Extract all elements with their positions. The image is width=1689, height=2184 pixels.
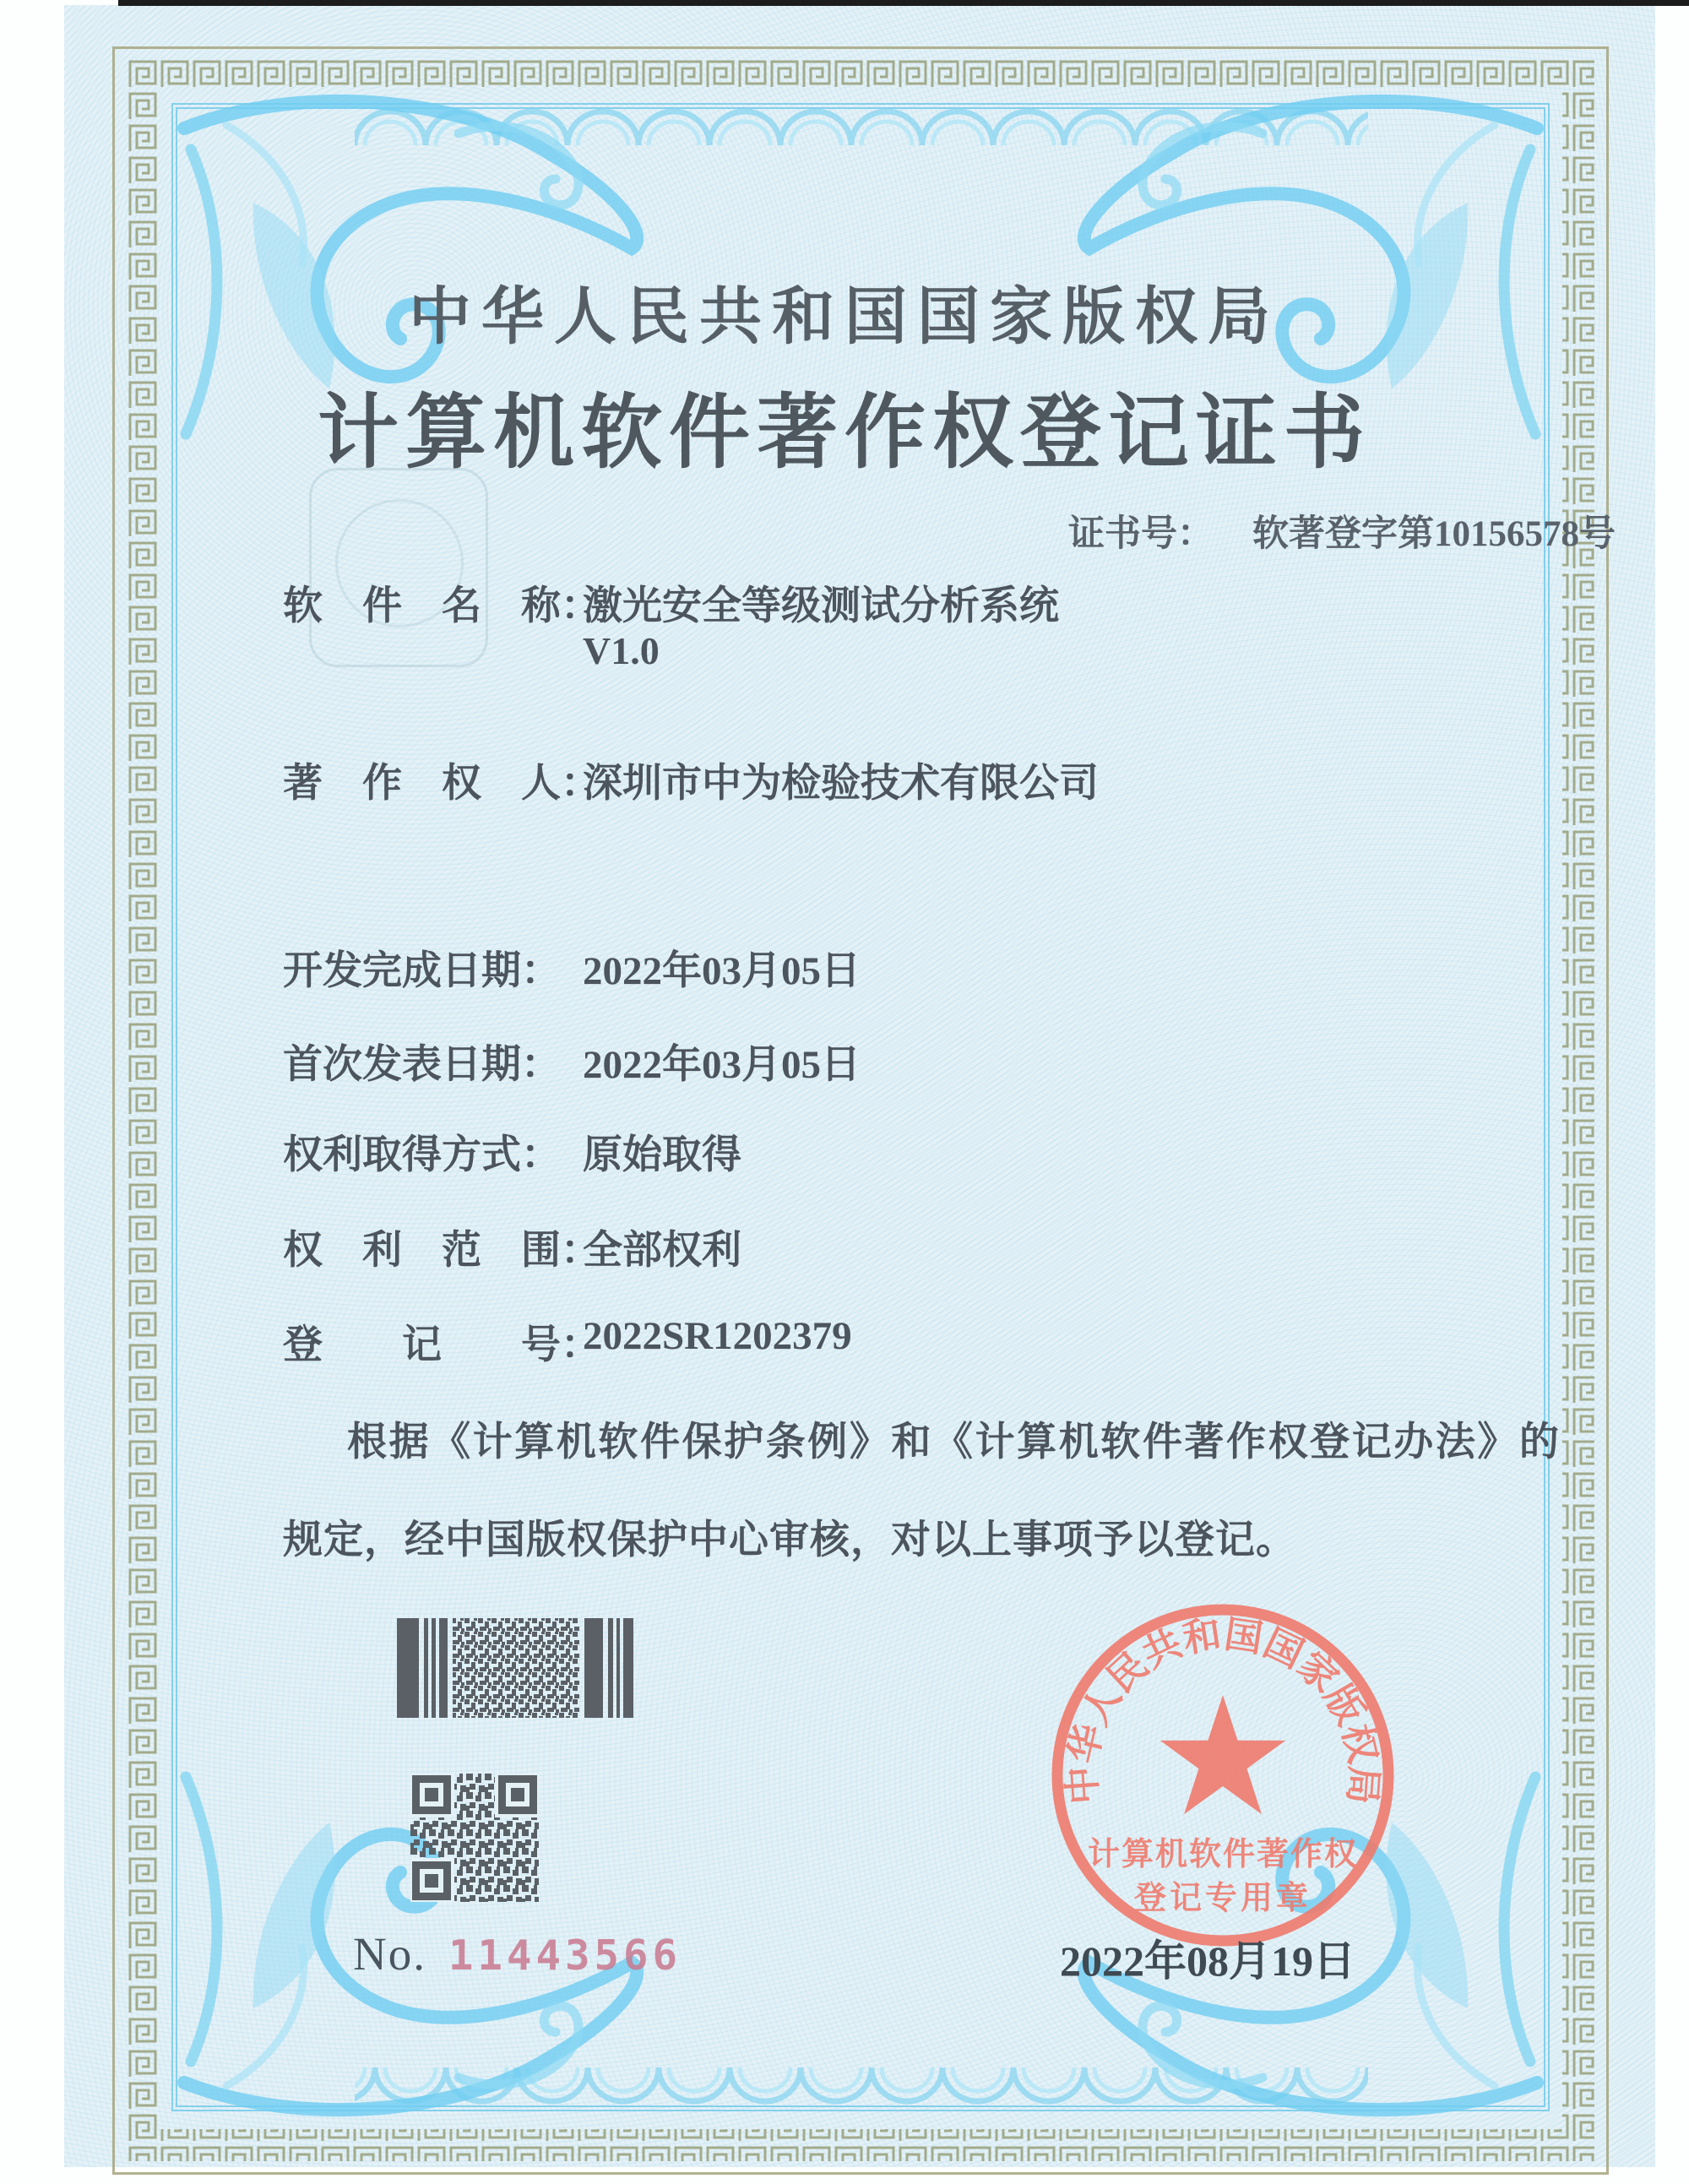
seal-line1: 计算机软件著作权: [1087, 1837, 1359, 1872]
field-label: 权利取得方式：: [283, 1133, 561, 1177]
serial-label: No.: [353, 1928, 426, 1980]
field-registration-number: [283, 1313, 852, 1370]
serial-value: 11443566: [448, 1931, 682, 1980]
field-value: 2022SR1202379: [583, 1314, 852, 1358]
field-rights-acquisition: [283, 1123, 741, 1180]
field-label: 著 作 权 人：: [283, 762, 600, 806]
barcode: [397, 1618, 640, 1718]
official-seal: [1045, 1598, 1400, 1953]
seal-line2: 登记专用章: [1133, 1881, 1312, 1916]
certificate-title: 计算机软件著作权登记证书: [318, 388, 1371, 478]
field-value: 全部权利: [583, 1229, 741, 1273]
star-icon: [1160, 1695, 1285, 1814]
field-value: 原始取得: [583, 1133, 741, 1177]
serial-number-line: [353, 1927, 682, 1980]
authority-title: 中华人民共和国国家版权局: [409, 283, 1280, 352]
field-rights-scope: [283, 1219, 741, 1275]
field-software-name: [283, 574, 1059, 631]
qr-code: [410, 1774, 539, 1902]
field-value: 2022年03月05日: [583, 1043, 861, 1087]
field-label: 权 利 范 围：: [283, 1229, 600, 1273]
field-copyright-owner: [283, 752, 1099, 808]
issue-date: 2022年08月19日: [1060, 1937, 1355, 1985]
field-label: 登 记 号：: [283, 1323, 600, 1367]
scan-artifact-strip: [118, 0, 1689, 6]
field-label: 首次发表日期：: [283, 1043, 561, 1087]
embossed-watermark: [309, 468, 488, 667]
certificate-number-value: 软著登字第10156578号: [1252, 514, 1616, 554]
certificate-number-label: 证书号：: [1068, 514, 1214, 554]
software-version: V1.0: [583, 629, 660, 672]
field-label: 开发完成日期：: [283, 949, 561, 993]
field-value: 激光安全等级测试分析系统: [583, 584, 1059, 628]
field-first-publish-date: [283, 1033, 861, 1089]
certificate-number-line: [1068, 505, 1616, 557]
seal-ring-text: 中华人民共和国国家版权局: [1060, 1612, 1386, 1806]
field-value: 2022年03月05日: [583, 949, 861, 993]
field-dev-complete-date: [283, 939, 861, 996]
field-value: 深圳市中为检验技术有限公司: [583, 762, 1099, 806]
legal-paragraph: 根据《计算机软件保护条例》和《计算机软件著作权登记办法》的规定，经中国版权保护中心审核，对以上事项予以登记。: [283, 1421, 1560, 1562]
field-label: 软 件 名 称：: [283, 584, 600, 628]
